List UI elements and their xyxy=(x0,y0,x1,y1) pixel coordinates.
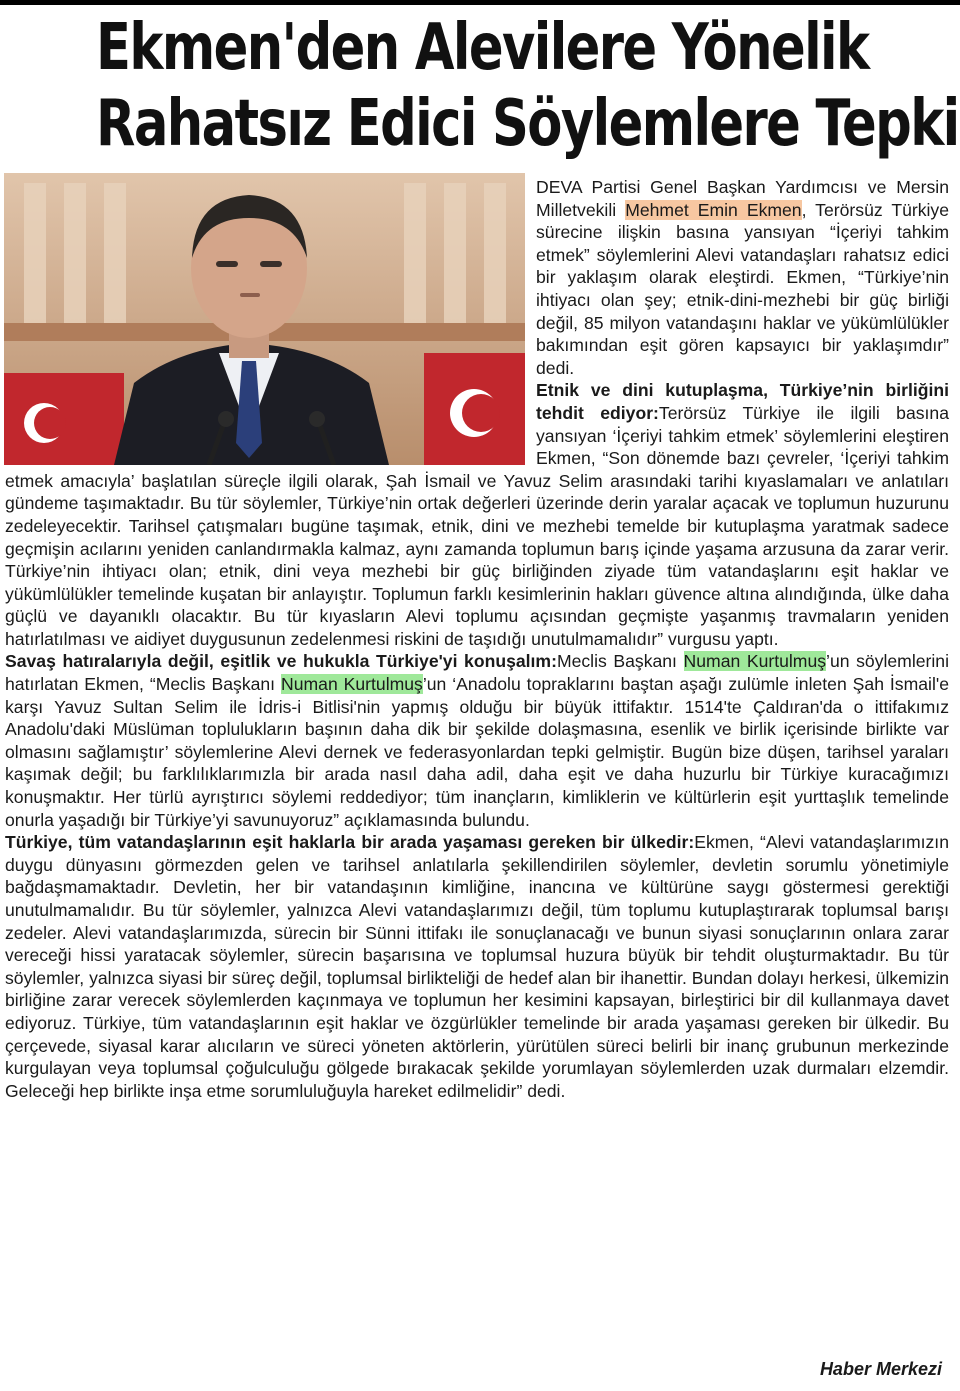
section-3-body: Ekmen, “Alevi vatandaşlarımızın duygu dünyasını görmezden gelen ve tarihsel anlatılarla şekillendirilen söylemler, devletin sorumlu yönetimiyle bağdaşmamaktadır. Devletin, her bir vatandaşının kimliğine, inancına ve kültürüne saygı göstermesi gerektiği unutulmamalıdır. Bu tür söylemler, yalnızca Alevi vatandaşlarımızı değil, tüm toplumu kutuplaştırarak toplumsal barışı zedeler. Alevi vatandaşlarımızda, sürecin bir Sünni ittifakı ile sonuçlanacağı ve bunun siyasi sonuçlarının onlara zarar vereceği hissi yaratacak söylemler, sürecin başarısına ve toplumsal huzura büyük bir tehdit oluşturmaktadır. Bu tür söylemler, yalnızca siyasi bir süreç değil, toplumsal birlikteliği de hedef alan bir ihanettir. Bundan dolayı herkesi, ülkemizin birliğine zarar verecek söylemlerden kaçınmaya ve toplumun her kesimini kapsayan, birleştirici bir dil kullanmaya davet ediyoruz. Türkiye, tüm vatandaşlarının eşit haklar ve özgürlükler temelinde bir arada yaşaması gereken bir ülkedir. Bu çerçevede, siyasal karar alıcıların ve süreci yöneten aktörlerin, yürütülen süreci belirli bir inanç grubunun merkezinde kurgulayan veya toplumsal çoğulculuğu gölgede bırakacak şekilde yorumlayan söylemlerden uzak durmaları elzemdir. Geleceği hep birlikte inşa etme sorumluluğuyla hareket edilmelidir” dedi. xyxy=(5,832,949,1101)
section-2-text-1: Meclis Başkanı xyxy=(556,651,684,672)
top-rule xyxy=(0,0,960,5)
section-2-text-3: ’un ‘Anadolu topraklarını baştan aşağı zulümle inleten Şah İsmail'e karşı Yavuz Sultan Selim ile İdris-i Bitlisi'nin yapmış olduğu bir büyük ittifaktır. 1514'te Çaldıran'da o ittifakımız Anadolu'daki Müslüman toplulukların başının daha dik bir şekilde dolaşmasına, esenlik ve birlik içerisinde birlikte var olmasını sağlamıştır’ söylemlerine Alevi dernek ve federasyonlardan tepki gelmiştir. Bugün bize düşen, tarihsel yaraları kaşımak değil; bu farklılıklarımızla bir arada nasıl daha adil, daha eşit ve daha huzurlu bir Türkiye kuracağımızı konuşmaktır. Her türlü ayrıştırıcı söylemi reddediyor; tüm inançların, kimliklerin ve kültürlerin eşit yurttaşlık temelinde onurla yaşadığı bir Türkiye’yi savunuyoruz” açıklamasında bulundu. xyxy=(5,674,949,830)
article-body xyxy=(5,176,949,1102)
headline-line-2: Rahatsız Edici Söylemlere Tepki xyxy=(96,87,959,161)
highlighted-name-1: Numan Kurtulmuş xyxy=(683,651,827,672)
section-2-paragraph xyxy=(5,650,949,831)
section-3-heading: Türkiye, tüm vatandaşlarının eşit haklarla bir arada yaşaması gereken bir ülkedir: xyxy=(5,832,695,853)
byline: Haber Merkezi xyxy=(819,1359,942,1379)
section-1-heading: Etnik ve dini kutuplaşma, Türkiye’nin birliğini tehdit ediyor: xyxy=(536,380,949,423)
highlighted-name-2: Numan Kurtulmuş xyxy=(281,674,423,695)
section-2-heading: Savaş hatıralarıyla değil, eşitlik ve hukukla Türkiye'yi konuşalım: xyxy=(5,651,557,672)
highlighted-name: Mehmet Emin Ekmen xyxy=(625,199,802,220)
lead-text-post: , Terörsüz Türkiye sürecine ilişkin basına yansıyan “İçeriyi tahkim etmek” söylemlerini Alevi vatandaşları rahatsız edici bir yaklaşım olarak eleştirdi. Ekmen, “Türkiye’nin ihtiyacı olan şey; etnik-dini-mezhebi bir güç birliği değil, 85 milyon vatandaşını haklar ve yükümlülükler bakımından eşit gören kapsayıcı bir yaklaşımdır” dedi. xyxy=(536,199,950,378)
headline-line-1: Ekmen'den Alevilere Yönelik xyxy=(96,11,869,85)
section-2-text-2: ’un söylemlerini hatırlatan Ekmen, “Meclis Başkanı xyxy=(5,651,949,695)
headline xyxy=(96,10,959,162)
section-3-paragraph xyxy=(5,831,949,1102)
section-1-body: Terörsüz Türkiye ile ilgili basına yansıyan ‘İçeriyi tahkim etmek’ söylemlerini eleştiren Ekmen, “Son dönemde bazı çevreler, ‘İçeriyi tahkim etmek amacıyla’ başlatılan süreçle ilgili olarak, Şah İsmail ve Yavuz Selim arasındaki tarihi kıyaslamaları ve anlatıları gündeme taşımaktadır. Bu tür söylemler, Türkiye’nin ortak değerleri üzerinde derin yaralar açacak ve toplumun huzurunu zedeleyecektir. Tarihsel çatışmaları bugüne taşımak, etnik, dini ve mezhebi temelde bir kutuplaşma yaratmak sadece geçmişin acılarını yeniden canlandırmakla kalmaz, aynı zamanda toplumun barış içinde yaşama arzusuna da zarar verir. Türkiye’nin ihtiyacı olan; etnik, dini veya mezhebi bir güç birliğinden ziyade tüm vatandaşlarını eşit haklar ve yükümlülükler temelinde kuşatan bir anlayıştır. Toplumun farklı kesimlerinin hakları güvence altına alındığında, ülke daha güçlü ve dayanıklı olacaktır. Bu tür kıyasların Alevi toplumu açısından geçmişte yaşanmış travmaların yeniden hatırlatılması ve aidiyet duygusunun zedelenmesi riskini de taşıdığı unutulmamalıdır” vurgusu yaptı. xyxy=(5,402,949,649)
photo-spacer xyxy=(5,176,536,469)
lead-text-pre: DEVA Partisi Genel Başkan Yardımcısı ve Mersin Milletvekili xyxy=(536,177,949,220)
